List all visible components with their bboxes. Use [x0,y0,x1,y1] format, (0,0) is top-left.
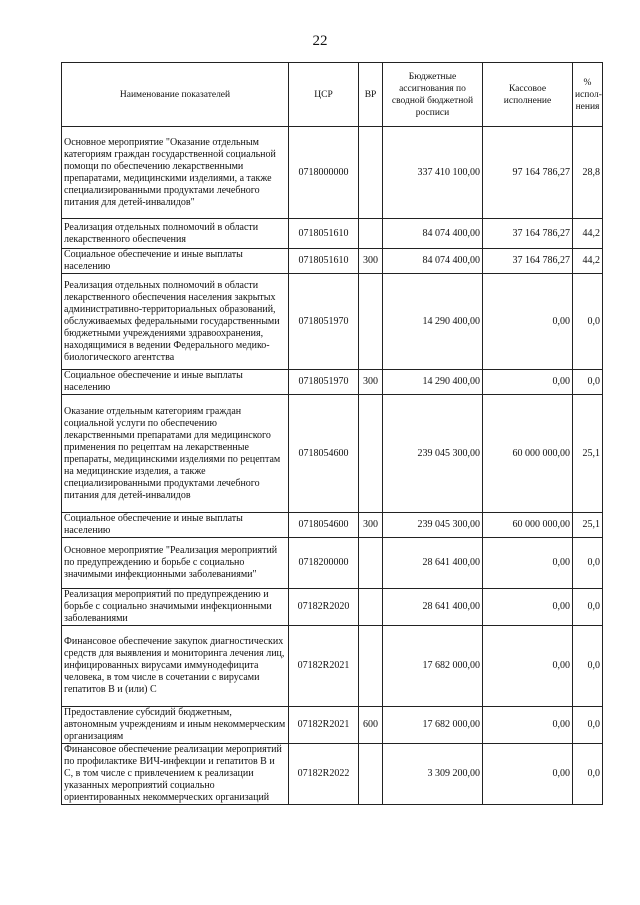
header-budget: Бюджетные ассигнования по сводной бюджетной росписи [383,63,483,127]
row-vr: 300 [359,513,383,538]
row-name: Основное мероприятие "Реализация мероприятий по предупреждению и борьбе с социально значимыми инфекционными заболеваниями" [62,538,289,589]
row-budget: 84 074 400,00 [383,219,483,249]
row-name: Финансовое обеспечение закупок диагностических средств для выявления и мониторинга лечения лиц, инфицированных вирусами иммунодефицита человека, в том числе в сочетании с вирусами гепатитов B и (или) C [62,626,289,707]
row-vr [359,744,383,805]
row-name: Реализация отдельных полномочий в области лекарственного обеспечения [62,219,289,249]
row-name: Финансовое обеспечение реализации мероприятий по профилактике ВИЧ-инфекции и гепатитов B и C, в том числе с привлечением к реализации указанных мероприятий социально ориентированных некоммерческих организаций [62,744,289,805]
row-csr: 0718051970 [289,370,359,395]
row-budget: 17 682 000,00 [383,707,483,744]
row-cash: 0,00 [483,370,573,395]
table-row [62,249,603,274]
row-pct: 25,1 [573,513,603,538]
row-vr [359,538,383,589]
row-cash: 0,00 [483,538,573,589]
budget-execution-table [61,62,603,805]
row-csr: 0718051610 [289,219,359,249]
table-row [62,744,603,805]
row-csr: 0718200000 [289,538,359,589]
row-budget: 28 641 400,00 [383,538,483,589]
row-cash: 0,00 [483,744,573,805]
row-pct: 0,0 [573,744,603,805]
table-row [62,219,603,249]
row-vr [359,274,383,370]
row-vr [359,219,383,249]
row-csr: 07182R2020 [289,589,359,626]
row-csr: 0718000000 [289,127,359,219]
row-name: Оказание отдельным категориям граждан социальной услуги по обеспечению лекарственными препаратами для медицинского применения по рецептам на лекарственные препараты, медицинскими изделиями по рецептам на медицинские изделия, а также специализированными продуктами лечебного питания для детей-инвалидов [62,395,289,513]
table-row [62,274,603,370]
row-cash: 37 164 786,27 [483,249,573,274]
row-budget: 28 641 400,00 [383,589,483,626]
row-budget: 337 410 100,00 [383,127,483,219]
row-csr: 0718051970 [289,274,359,370]
table-row [62,370,603,395]
row-name: Основное мероприятие "Оказание отдельным категориям граждан государственной социальной помощи по обеспечению лекарственными препаратами, медицинскими изделиями, а также специализированными продуктами лечебного питания для детей-инвалидов" [62,127,289,219]
row-pct: 44,2 [573,249,603,274]
row-cash: 60 000 000,00 [483,513,573,538]
row-vr [359,127,383,219]
row-pct: 28,8 [573,127,603,219]
row-name: Реализация отдельных полномочий в области лекарственного обеспечения населения закрытых административно-территориальных образований, обслуживаемых федеральными государственными бюджетными учреждениями здравоохранения, находящимися в ведении Федерального медико-биологического агентства [62,274,289,370]
table-row [62,707,603,744]
row-budget: 3 309 200,00 [383,744,483,805]
row-cash: 37 164 786,27 [483,219,573,249]
row-name: Социальное обеспечение и иные выплаты населению [62,249,289,274]
row-cash: 0,00 [483,626,573,707]
row-csr: 07182R2022 [289,744,359,805]
row-budget: 239 045 300,00 [383,395,483,513]
row-pct: 0,0 [573,538,603,589]
table-row [62,395,603,513]
table-row [62,513,603,538]
header-pct: % испол-нения [573,63,603,127]
header-csr: ЦСР [289,63,359,127]
row-csr: 0718051610 [289,249,359,274]
row-budget: 14 290 400,00 [383,370,483,395]
row-pct: 0,0 [573,707,603,744]
table-row [62,127,603,219]
row-pct: 0,0 [573,626,603,707]
row-csr: 0718054600 [289,395,359,513]
row-name: Реализация мероприятий по предупреждению и борьбе с социально значимыми инфекционными заболеваниями [62,589,289,626]
row-csr: 07182R2021 [289,707,359,744]
page-number: 22 [312,33,328,49]
row-pct: 44,2 [573,219,603,249]
header-vr: ВР [359,63,383,127]
row-name: Предоставление субсидий бюджетным, автономным учреждениям и иным некоммерческим организациям [62,707,289,744]
row-cash: 60 000 000,00 [483,395,573,513]
row-vr [359,395,383,513]
table-row [62,538,603,589]
row-budget: 84 074 400,00 [383,249,483,274]
row-pct: 0,0 [573,274,603,370]
header-cash: Кассовое исполнение [483,63,573,127]
row-budget: 239 045 300,00 [383,513,483,538]
row-cash: 97 164 786,27 [483,127,573,219]
row-cash: 0,00 [483,707,573,744]
table-header-row [62,63,603,127]
row-vr: 600 [359,707,383,744]
table-row [62,589,603,626]
row-vr: 300 [359,249,383,274]
row-vr [359,589,383,626]
row-vr [359,626,383,707]
row-cash: 0,00 [483,589,573,626]
row-vr: 300 [359,370,383,395]
row-pct: 0,0 [573,589,603,626]
header-name: Наименование показателей [62,63,289,127]
row-budget: 17 682 000,00 [383,626,483,707]
row-cash: 0,00 [483,274,573,370]
row-pct: 0,0 [573,370,603,395]
row-csr: 07182R2021 [289,626,359,707]
row-pct: 25,1 [573,395,603,513]
row-name: Социальное обеспечение и иные выплаты населению [62,370,289,395]
table-row [62,626,603,707]
row-name: Социальное обеспечение и иные выплаты населению [62,513,289,538]
row-budget: 14 290 400,00 [383,274,483,370]
row-csr: 0718054600 [289,513,359,538]
